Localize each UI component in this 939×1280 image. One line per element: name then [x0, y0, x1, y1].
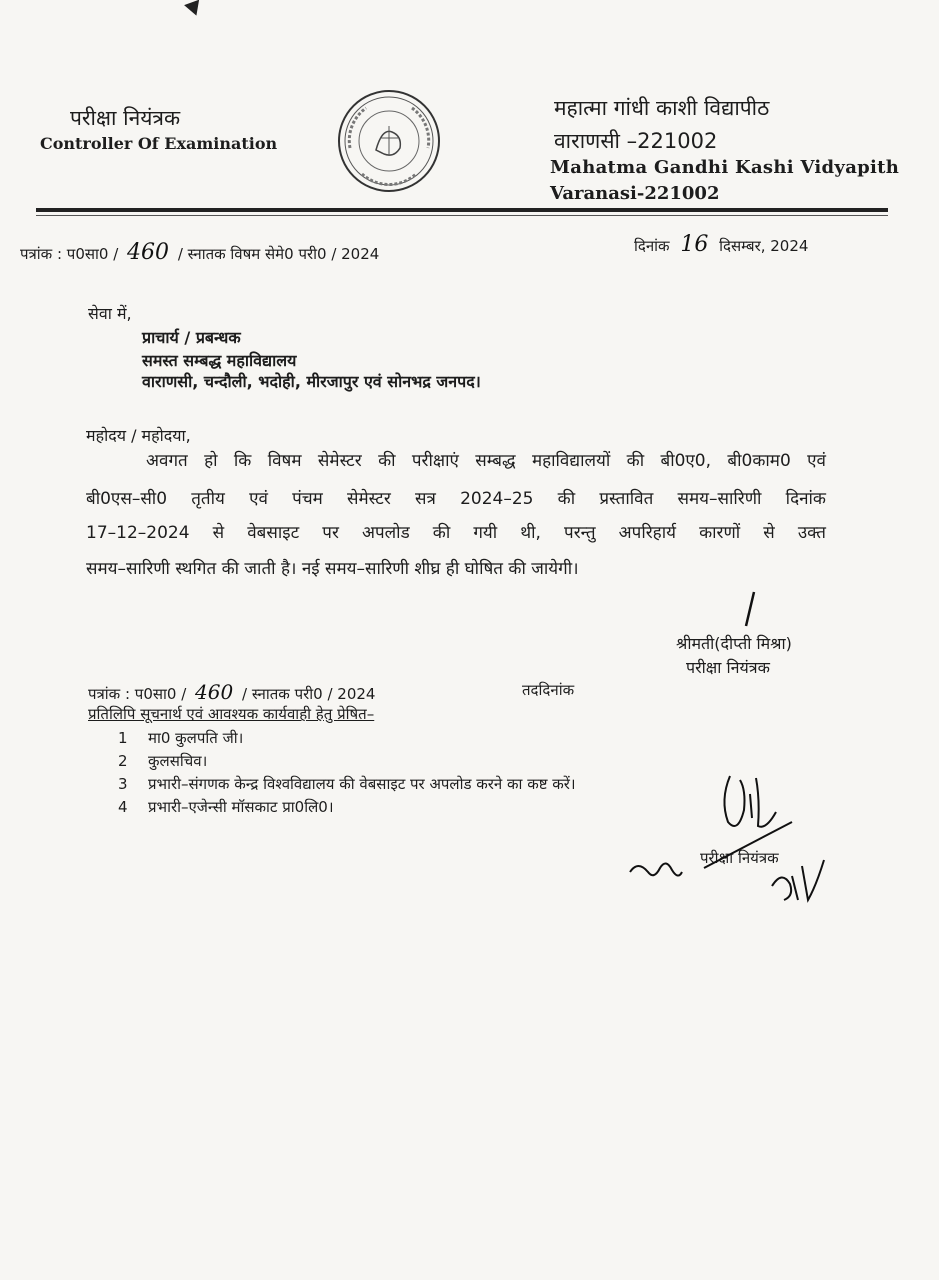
- body-line-3: 17–12–2024 से वेबसाइट पर अपलोड की गयी थी, परन्तु अपरिहार्य कारणों से उक्त: [86, 523, 826, 543]
- address-line-1: प्राचार्य / प्रबन्धक: [142, 328, 241, 347]
- address-line-3: वाराणसी, चन्दौली, भदोही, मीरजापुर एवं सोनभद्र जनपद।: [142, 372, 481, 391]
- office-title-hindi: परीक्षा नियंत्रक: [70, 106, 181, 130]
- university-name-hindi: महात्मा गांधी काशी विद्यापीठ: [554, 96, 770, 120]
- corner-mark: [184, 0, 204, 18]
- signatory-title: परीक्षा नियंत्रक: [686, 658, 770, 677]
- copy-item-number: 1: [118, 729, 128, 747]
- copy-item-text: कुलसचिव।: [148, 752, 208, 770]
- copy-heading: प्रतिलिपि सूचनार्थ एवं आवश्यक कार्यवाही हेतु प्रेषित–: [88, 705, 375, 723]
- copy-reference-suffix: / स्नातक परी0 / 2024: [242, 685, 376, 703]
- date-label: दिनांक: [634, 237, 670, 255]
- signatory-name: श्रीमती(दीप्ती मिश्रा): [676, 634, 792, 653]
- copy-item-number: 3: [118, 775, 128, 793]
- reference-number-handwritten: 460: [127, 240, 170, 265]
- date-rest: दिसम्बर, 2024: [719, 237, 809, 255]
- copy-reference-line: [88, 680, 375, 704]
- university-city-english: Varanasi-221002: [550, 183, 720, 204]
- copy-reference-number-handwritten: 460: [195, 680, 234, 704]
- date-day-handwritten: 16: [680, 232, 709, 257]
- office-title-english: Controller Of Examination: [40, 134, 278, 153]
- copy-item: [118, 728, 243, 748]
- university-seal: [336, 88, 442, 194]
- handwritten-initials: [626, 850, 686, 894]
- copy-item-number: 2: [118, 752, 128, 770]
- header-rule: [36, 208, 888, 212]
- signature-stroke: [740, 590, 760, 634]
- university-name-english: Mahatma Gandhi Kashi Vidyapith: [550, 157, 900, 178]
- body-line-1: अवगत हो कि विषम सेमेस्टर की परीक्षाएं सम्बद्ध महाविद्यालयों की बी0ए0, बी0काम0 एवं: [146, 451, 826, 471]
- reference-suffix: / स्नातक विषम सेमे0 परी0 / 2024: [177, 245, 380, 263]
- copy-date: तददिनांक: [522, 681, 575, 699]
- copy-sign-title: परीक्षा नियंत्रक: [700, 849, 779, 867]
- date-line: [634, 232, 808, 257]
- copy-item-text: प्रभारी–एजेन्सी मॉसकाट प्रा0लि0।: [148, 798, 334, 816]
- copy-item: [118, 751, 207, 771]
- address-salutation: सेवा में,: [88, 304, 132, 323]
- copy-item: [118, 797, 334, 817]
- body-line-2: बी0एस–सी0 तृतीय एवं पंचम सेमेस्टर सत्र 2024–25 की प्रस्तावित समय–सारिणी दिनांक: [86, 489, 826, 509]
- address-line-2: समस्त सम्बद्ध महाविद्यालय: [142, 351, 297, 370]
- greeting: महोदय / महोदया,: [86, 426, 191, 445]
- university-city-hindi: वाराणसी –221002: [554, 129, 718, 153]
- body-line-4: समय–सारिणी स्थगित की जाती है। नई समय–सारिणी शीघ्र ही घोषित की जायेगी।: [86, 559, 579, 579]
- handwritten-mark: [768, 856, 828, 910]
- reference-prefix: पत्रांक : प0सा0 /: [20, 245, 119, 263]
- copy-item-number: 4: [118, 798, 128, 816]
- copy-reference-prefix: पत्रांक : प0सा0 /: [88, 685, 187, 703]
- copy-item-text: मा0 कुलपति जी।: [148, 729, 244, 747]
- copy-item-text: प्रभारी–संगणक केन्द्र विश्वविद्यालय की वेबसाइट पर अपलोड करने का कष्ट करें।: [148, 775, 576, 793]
- copy-item: [118, 774, 576, 794]
- reference-line: [20, 240, 379, 265]
- header-rule-thin: [36, 215, 888, 216]
